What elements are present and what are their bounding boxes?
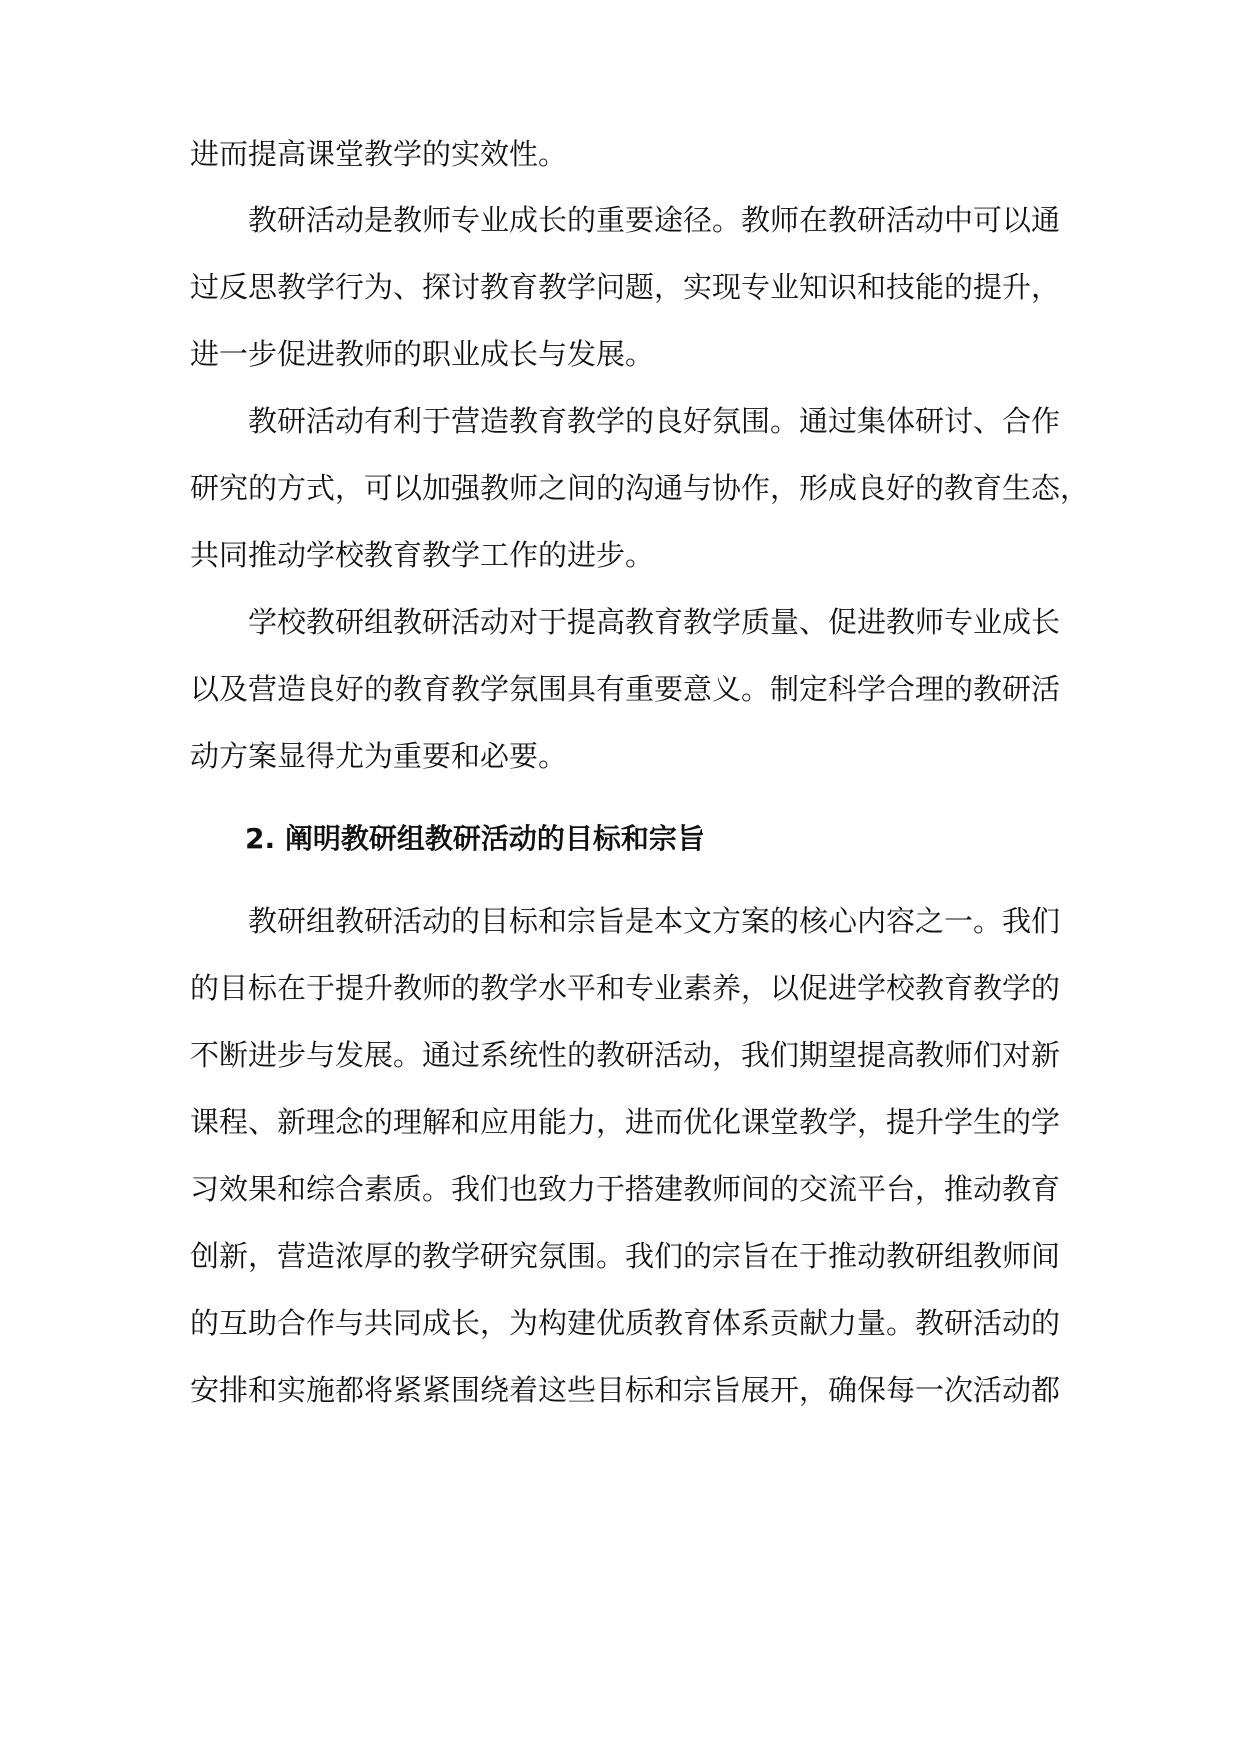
section-heading: 2. 阐明教研组教研活动的目标和宗旨 [245, 822, 705, 855]
paragraph-line: 动方案显得尤为重要和必要。 [190, 739, 568, 773]
paragraph-line: 的互助合作与共同成长，为构建优质教育体系贡献力量。教研活动的 [190, 1306, 1061, 1340]
paragraph-line: 以及营造良好的教育教学氛围具有重要意义。制定科学合理的教研活 [190, 672, 1061, 706]
paragraph-line: 习效果和综合素质。我们也致力于搭建教师间的交流平台，推动教育 [190, 1172, 1061, 1206]
paragraph-line: 安排和实施都将紧紧围绕着这些目标和宗旨展开，确保每一次活动都 [190, 1373, 1061, 1407]
paragraph-line: 教研活动是教师专业成长的重要途径。教师在教研活动中可以通 [248, 203, 1061, 237]
paragraph-line: 进而提高课堂教学的实效性。 [190, 137, 568, 171]
paragraph-line: 教研组教研活动的目标和宗旨是本文方案的核心内容之一。我们 [248, 904, 1061, 938]
paragraph-line: 学校教研组教研活动对于提高教育教学质量、促进教师专业成长 [248, 605, 1061, 639]
paragraph-line: 创新，营造浓厚的教学研究氛围。我们的宗旨在于推动教研组教师间 [190, 1239, 1061, 1273]
paragraph-line: 进一步促进教师的职业成长与发展。 [190, 337, 655, 371]
paragraph-line: 的目标在于提升教师的教学水平和专业素养，以促进学校教育教学的 [190, 971, 1061, 1005]
paragraph-line: 研究的方式，可以加强教师之间的沟通与协作，形成良好的教育生态， [190, 471, 1090, 505]
paragraph-line: 过反思教学行为、探讨教育教学问题，实现专业知识和技能的提升， [190, 270, 1061, 304]
paragraph-line: 教研活动有利于营造教育教学的良好氛围。通过集体研讨、合作 [248, 404, 1061, 438]
paragraph-line: 共同推动学校教育教学工作的进步。 [190, 538, 655, 572]
paragraph-line: 不断进步与发展。通过系统性的教研活动，我们期望提高教师们对新 [190, 1038, 1061, 1072]
paragraph-line: 课程、新理念的理解和应用能力，进而优化课堂教学，提升学生的学 [190, 1105, 1061, 1139]
